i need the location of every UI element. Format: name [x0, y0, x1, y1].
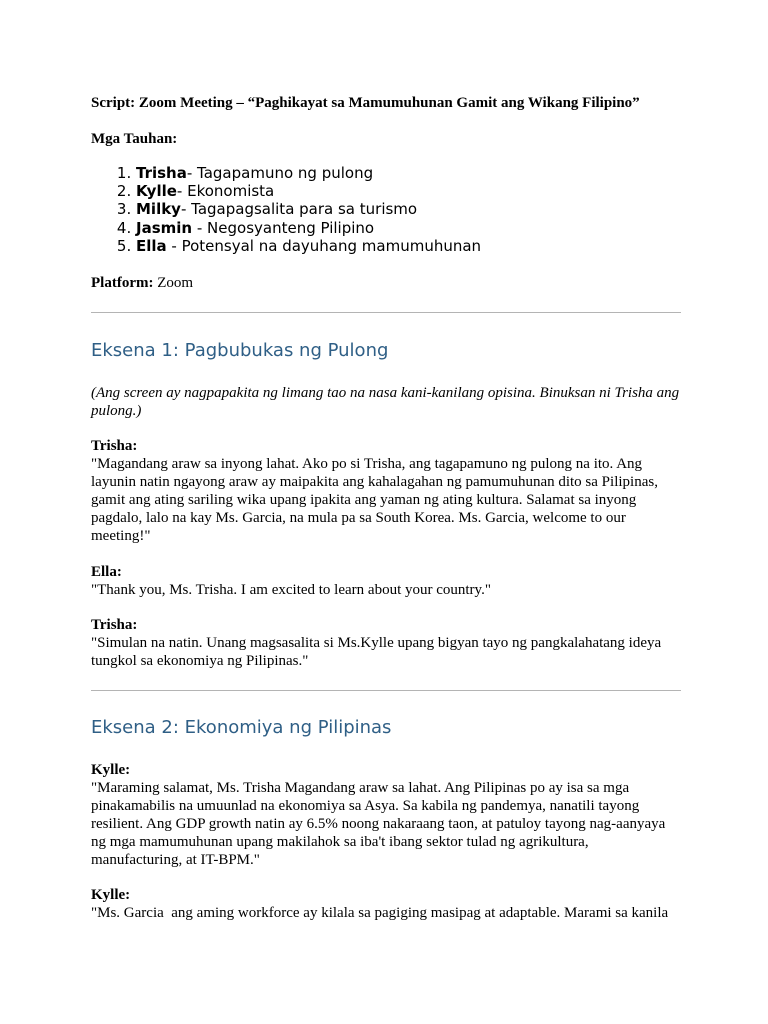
section-divider: [91, 690, 681, 691]
cast-name: Jasmin: [136, 218, 193, 237]
cast-item: [136, 200, 681, 218]
scene-1-heading: Eksena 1: Pagbubukas ng Pulong: [91, 340, 389, 361]
speaker-name: Trisha:: [91, 617, 138, 633]
platform-line: [91, 274, 681, 292]
cast-item: [136, 219, 681, 237]
speaker-name: Ella:: [91, 564, 122, 580]
cast-role: - Negosyanteng Pilipino: [192, 218, 375, 237]
cast-item: [136, 164, 681, 182]
dialogue-text: "Simulan na natin. Unang magsasalita si Ms.Kylle upang bigyan tayo ng pangkalahatang ideya tungkol sa ekonomiya ng Pilipinas.": [91, 635, 662, 669]
cast-name: Trisha: [136, 164, 187, 182]
speaker-name: Kylle:: [91, 762, 131, 778]
section-divider: [91, 312, 681, 313]
document-title: Script: Zoom Meeting – “Paghikayat sa Mamumuhunan Gamit ang Wikang Filipino”: [91, 95, 640, 111]
characters-label: Mga Tauhan:: [91, 131, 178, 147]
dialogue-text: "Magandang araw sa inyong lahat. Ako po si Trisha, ang tagapamuno ng pulong na ito. Ang layunin natin ngayong araw ay maipakita ang kahalagahan ng pamumuhunan dito sa Pilipinas, gamit ang ating sariling wika upang ipakita ang yaman ng ating kultura. Salamat sa inyong pagdalo, lalo na kay Ms. Garcia, na mula pa sa South Korea. Ms. Garcia, welcome to our meeting!": [91, 456, 658, 544]
dialogue-text: "Thank you, Ms. Trisha. I am excited to learn about your country.": [91, 582, 491, 598]
cast-role: - Tagapamuno ng pulong: [186, 164, 374, 182]
cast-name: Milky: [136, 200, 181, 219]
dialogue-text: "Maraming salamat, Ms. Trisha Magandang araw sa lahat. Ang Pilipinas po ay isa sa mga pinakamabilis na umuunlad na ekonomiya sa Asya. Sa kabila ng pandemya, nanatili tayong resilient. Ang GDP growth natin ay 6.5% noong nakaraang taon, at patuloy tayong nag-aanyaya ng mga mamumuhunan upang makilahok sa iba't ibang sektor tulad ng agrikultura, manufacturing, at IT-BPM.": [91, 780, 666, 868]
stage-direction: (Ang screen ay nagpapakita ng limang tao na nasa kani-kanilang opisina. Binuksan ni Trisha ang pulong.): [91, 385, 680, 419]
cast-item: [136, 182, 681, 200]
cast-list: [91, 164, 681, 255]
dialogue-text: "Ms. Garcia ang aming workforce ay kilala sa pagiging masipag at adaptable. Marami sa kanila: [91, 905, 669, 921]
scene-2-heading: Eksena 2: Ekonomiya ng Pilipinas: [91, 717, 392, 738]
cast-name: Kylle: [136, 182, 177, 201]
speaker-name: Kylle:: [91, 887, 131, 903]
cast-role: - Tagapagsalita para sa turismo: [180, 200, 418, 219]
platform-label: Platform:: [91, 275, 154, 291]
speaker-name: Trisha:: [91, 438, 138, 454]
cast-role: - Ekonomista: [176, 182, 275, 201]
cast-role: - Potensyal na dayuhang mamumuhunan: [166, 236, 482, 255]
cast-name: Ella: [136, 236, 167, 255]
cast-item: [136, 237, 681, 255]
platform-value: Zoom: [153, 275, 194, 291]
